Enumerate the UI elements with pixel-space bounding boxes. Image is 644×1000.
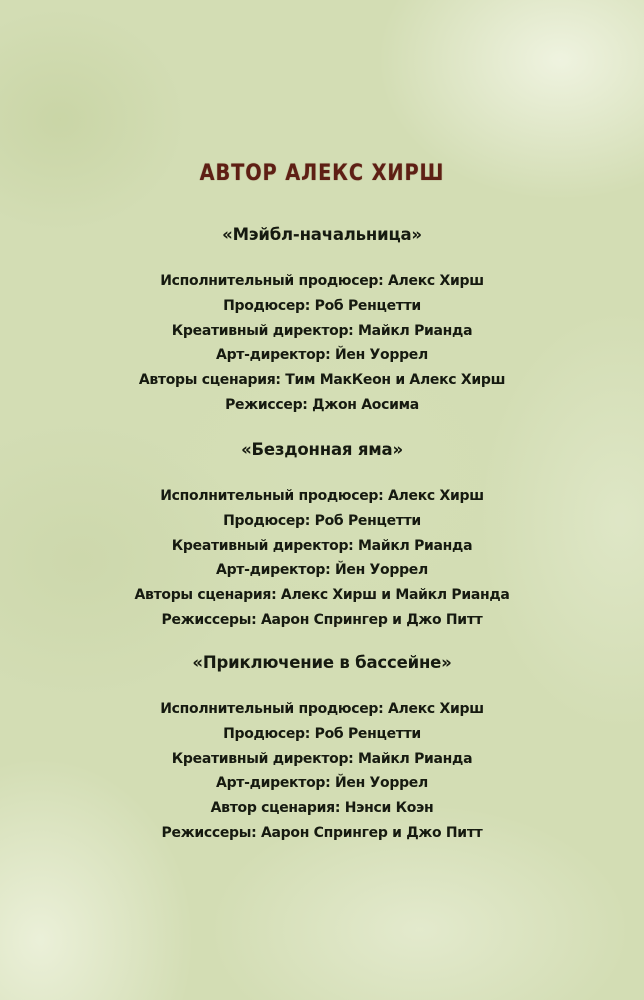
credit-writer: Автор сценария: Нэнси Коэн [210, 800, 434, 817]
credit-writers: Авторы сценария: Тим МакКеон и Алекс Хирш [138, 372, 506, 389]
episode-title: «Бездонная яма» [241, 440, 403, 459]
credit-art-director: Арт-директор: Йен Уоррел [216, 562, 428, 579]
episode-section-1 [0, 222, 644, 418]
credit-directors: Режиссеры: Аарон Спрингер и Джо Питт [161, 824, 483, 841]
credit-executive-producer: Исполнительный продюсер: Алекс Хирш [160, 273, 484, 289]
episode-section-3 [0, 650, 644, 846]
credit-director: Режиссер: Джон Аосима [225, 396, 419, 413]
credit-creative-director: Креативный директор: Майкл Рианда [171, 322, 473, 339]
credit-art-director: Арт-директор: Йен Уоррел [216, 347, 428, 364]
credit-executive-producer: Исполнительный продюсер: Алекс Хирш [160, 701, 484, 717]
credit-producer: Продюсер: Роб Ренцетти [223, 297, 421, 314]
episode-title: «Приключение в бассейне» [192, 653, 452, 672]
credit-producer: Продюсер: Роб Ренцетти [223, 725, 421, 742]
credit-art-director: Арт-директор: Йен Уоррел [216, 775, 428, 792]
credit-writers: Авторы сценария: Алекс Хирш и Майкл Рианда [134, 587, 510, 604]
credit-executive-producer: Исполнительный продюсер: Алекс Хирш [160, 488, 484, 504]
credit-creative-director: Креативный директор: Майкл Рианда [171, 537, 473, 554]
author-heading: АВТОР АЛЕКС ХИРШ [199, 161, 445, 186]
credit-creative-director: Креативный директор: Майкл Рианда [171, 750, 473, 767]
credit-producer: Продюсер: Роб Ренцетти [223, 512, 421, 529]
episode-section-2 [0, 437, 644, 633]
credit-directors: Режиссеры: Аарон Спрингер и Джо Питт [161, 611, 483, 628]
episode-title: «Мэйбл-начальница» [222, 225, 422, 244]
